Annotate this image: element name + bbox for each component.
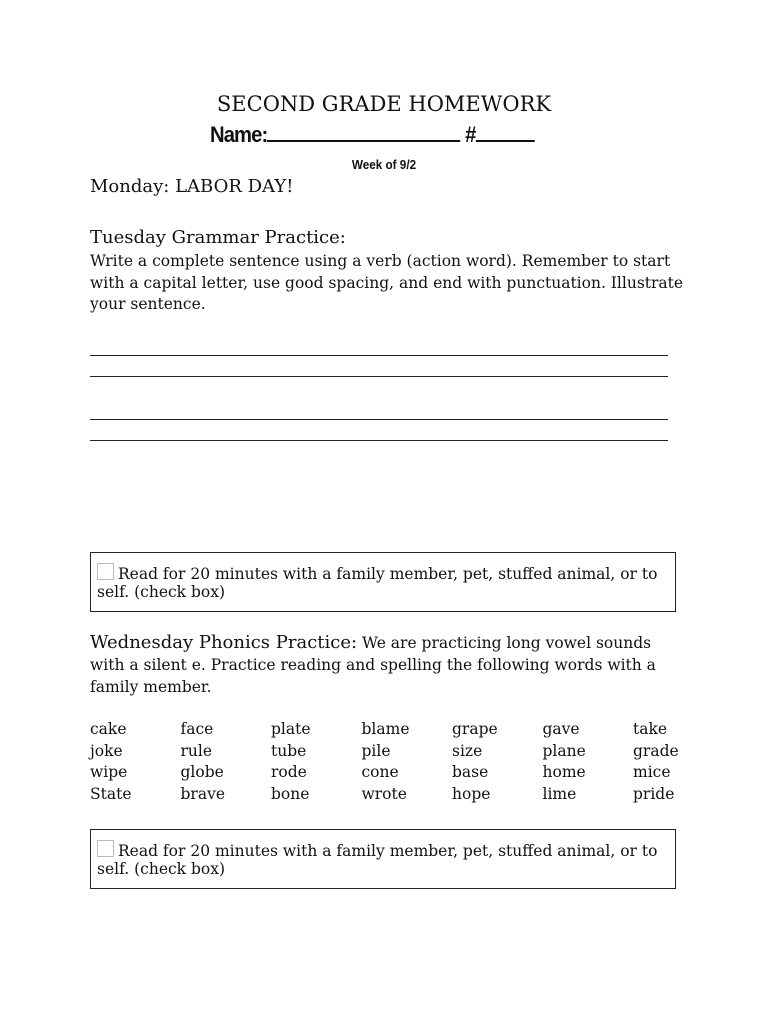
word-cell: lime (542, 784, 577, 803)
word-cell: gave (542, 720, 580, 738)
number-blank (476, 122, 535, 142)
page-title: SECOND GRADE HOMEWORK (216, 92, 552, 116)
tuesday-instructions: Write a complete sentence using a verb (action word). Remember to start with a capital letter, use good spacing, and end with punctuation. Illustrate your sentence. (90, 252, 684, 313)
word-cell: rode (271, 763, 307, 781)
word-cell: size (452, 741, 483, 760)
word-cell: take (633, 720, 668, 738)
name-label: Name: (210, 122, 268, 147)
reading-checkbox[interactable] (97, 563, 114, 580)
word-cell: wipe (90, 763, 128, 781)
word-row (90, 762, 724, 784)
word-cell: grade (633, 741, 679, 760)
word-cell: plate (271, 720, 311, 738)
word-cell: brave (180, 784, 226, 803)
word-cell: pile (361, 741, 391, 760)
word-cell: wrote (361, 784, 407, 803)
word-cell: blame (361, 720, 410, 738)
word-cell: tube (271, 741, 307, 760)
tuesday-heading: Tuesday Grammar Practice: (90, 227, 346, 248)
reading-log-text: Read for 20 minutes with a family member, pet, stuffed animal, or to self. (check box) (97, 565, 658, 601)
reading-log-text: Read for 20 minutes with a family member, pet, stuffed animal, or to self. (check box) (97, 842, 658, 878)
word-cell: rule (180, 741, 213, 760)
writing-line (90, 440, 668, 441)
week-label: Week of 9/2 (351, 157, 417, 172)
word-cell: cone (361, 763, 399, 781)
word-cell: plane (542, 741, 586, 760)
word-cell: face (180, 720, 214, 738)
wednesday-instructions: We are practicing long vowel sounds with a silent e. Practice reading and spelling the following words with a family member. (90, 634, 656, 696)
word-cell: bone (271, 784, 310, 803)
reading-log-box (90, 829, 676, 889)
wednesday-section (90, 632, 690, 698)
name-number-line (210, 122, 534, 148)
wednesday-heading: Wednesday Phonics Practice: (90, 632, 358, 653)
word-cell: home (542, 763, 586, 781)
number-label: # (465, 122, 476, 147)
word-cell: grape (452, 720, 498, 738)
word-row (90, 719, 724, 741)
word-cell: globe (180, 763, 224, 781)
word-list-table (90, 719, 724, 805)
writing-line (90, 355, 668, 356)
reading-checkbox[interactable] (97, 840, 114, 857)
writing-line (90, 419, 668, 420)
name-blank (267, 122, 460, 142)
word-cell: pride (633, 784, 675, 803)
word-cell: joke (90, 741, 123, 760)
word-cell: mice (633, 763, 671, 781)
monday-heading: Monday: LABOR DAY! (90, 176, 294, 197)
reading-log-box (90, 552, 676, 612)
word-row (90, 784, 724, 806)
writing-line (90, 376, 668, 377)
word-cell: cake (90, 720, 127, 738)
word-row (90, 741, 724, 763)
word-cell: base (452, 763, 489, 781)
word-cell: hope (452, 784, 491, 803)
word-cell: State (90, 784, 132, 803)
